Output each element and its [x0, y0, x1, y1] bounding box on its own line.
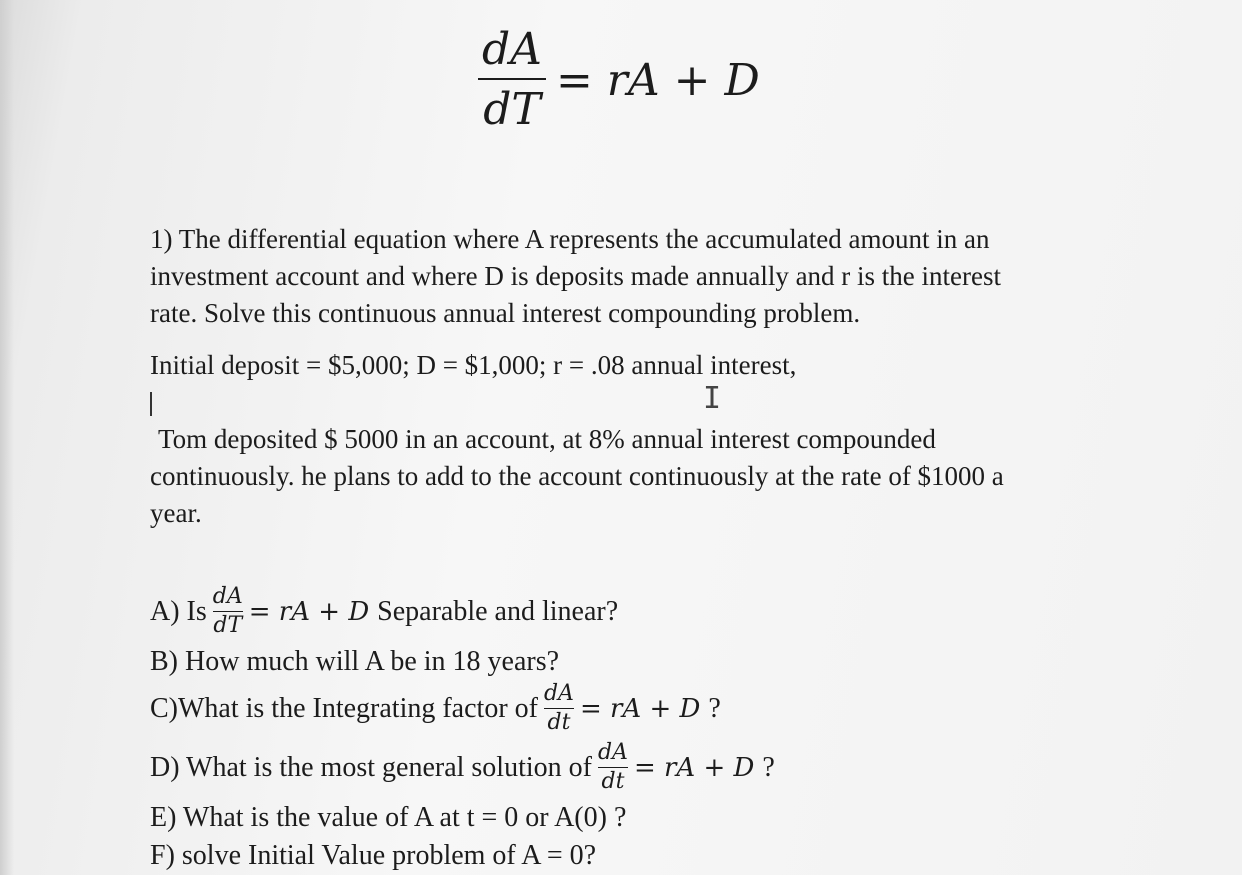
story-line-1: Tom deposited $ 5000 in an account, at 8% annual interest compounded [158, 424, 936, 454]
problem-line-1: 1) The differential equation where A represents the accumulated amount in an [150, 224, 990, 254]
question-d-rhs: = rA + D [633, 752, 755, 783]
question-a-suffix: Separable and linear? [377, 595, 619, 627]
question-a-numerator: dA [212, 584, 243, 609]
question-a-rhs: = rA + D [248, 596, 370, 627]
question-d [150, 742, 775, 793]
story-line-3: year. [150, 498, 202, 528]
question-d-prefix: D) What is the most general solution of [150, 751, 592, 783]
question-d-suffix: ? [762, 751, 775, 783]
question-a-prefix: A) Is [150, 595, 207, 627]
problem-line-3: rate. Solve this continuous annual interest compounding problem. [150, 298, 861, 328]
question-c-suffix: ? [708, 692, 721, 724]
main-equation-fraction [478, 24, 546, 135]
main-differential-equation [478, 24, 760, 135]
text-caret [150, 392, 152, 416]
question-c-fraction [544, 683, 574, 734]
question-d-numerator: dA [597, 740, 628, 765]
problem-line-2: investment account and where D is deposits made annually and r is the interest [150, 261, 1002, 291]
question-e: E) What is the value of A at t = 0 or A(0) ? [150, 802, 627, 833]
question-a-fraction [213, 586, 243, 637]
question-a-denominator: dT [213, 613, 243, 638]
paper-edge-shadow [0, 0, 14, 875]
given-values: Initial deposit = $5,000; D = $1,000; r = .08 annual interest, [150, 350, 797, 380]
question-c-numerator: dA [543, 681, 574, 706]
question-a [150, 586, 618, 637]
question-c-denominator: dt [547, 710, 571, 735]
question-d-denominator: dt [601, 769, 625, 794]
main-equation-numerator: dA [482, 24, 542, 75]
story-line-2: continuously. he plans to add to the account continuously at the rate of $1000 a [150, 461, 1004, 491]
question-c-prefix: C)What is the Integrating factor of [150, 692, 538, 724]
main-equation-denominator: dT [483, 84, 541, 135]
question-b: B) How much will A be in 18 years? [150, 646, 560, 677]
question-c-rhs: = rA + D [579, 693, 701, 724]
question-c [150, 683, 721, 734]
ibeam-cursor-icon: I [703, 381, 722, 416]
main-equation-rhs: = rA + D [555, 54, 760, 106]
question-d-fraction [598, 742, 628, 793]
question-f: F) solve Initial Value problem of A = 0? [150, 840, 597, 871]
